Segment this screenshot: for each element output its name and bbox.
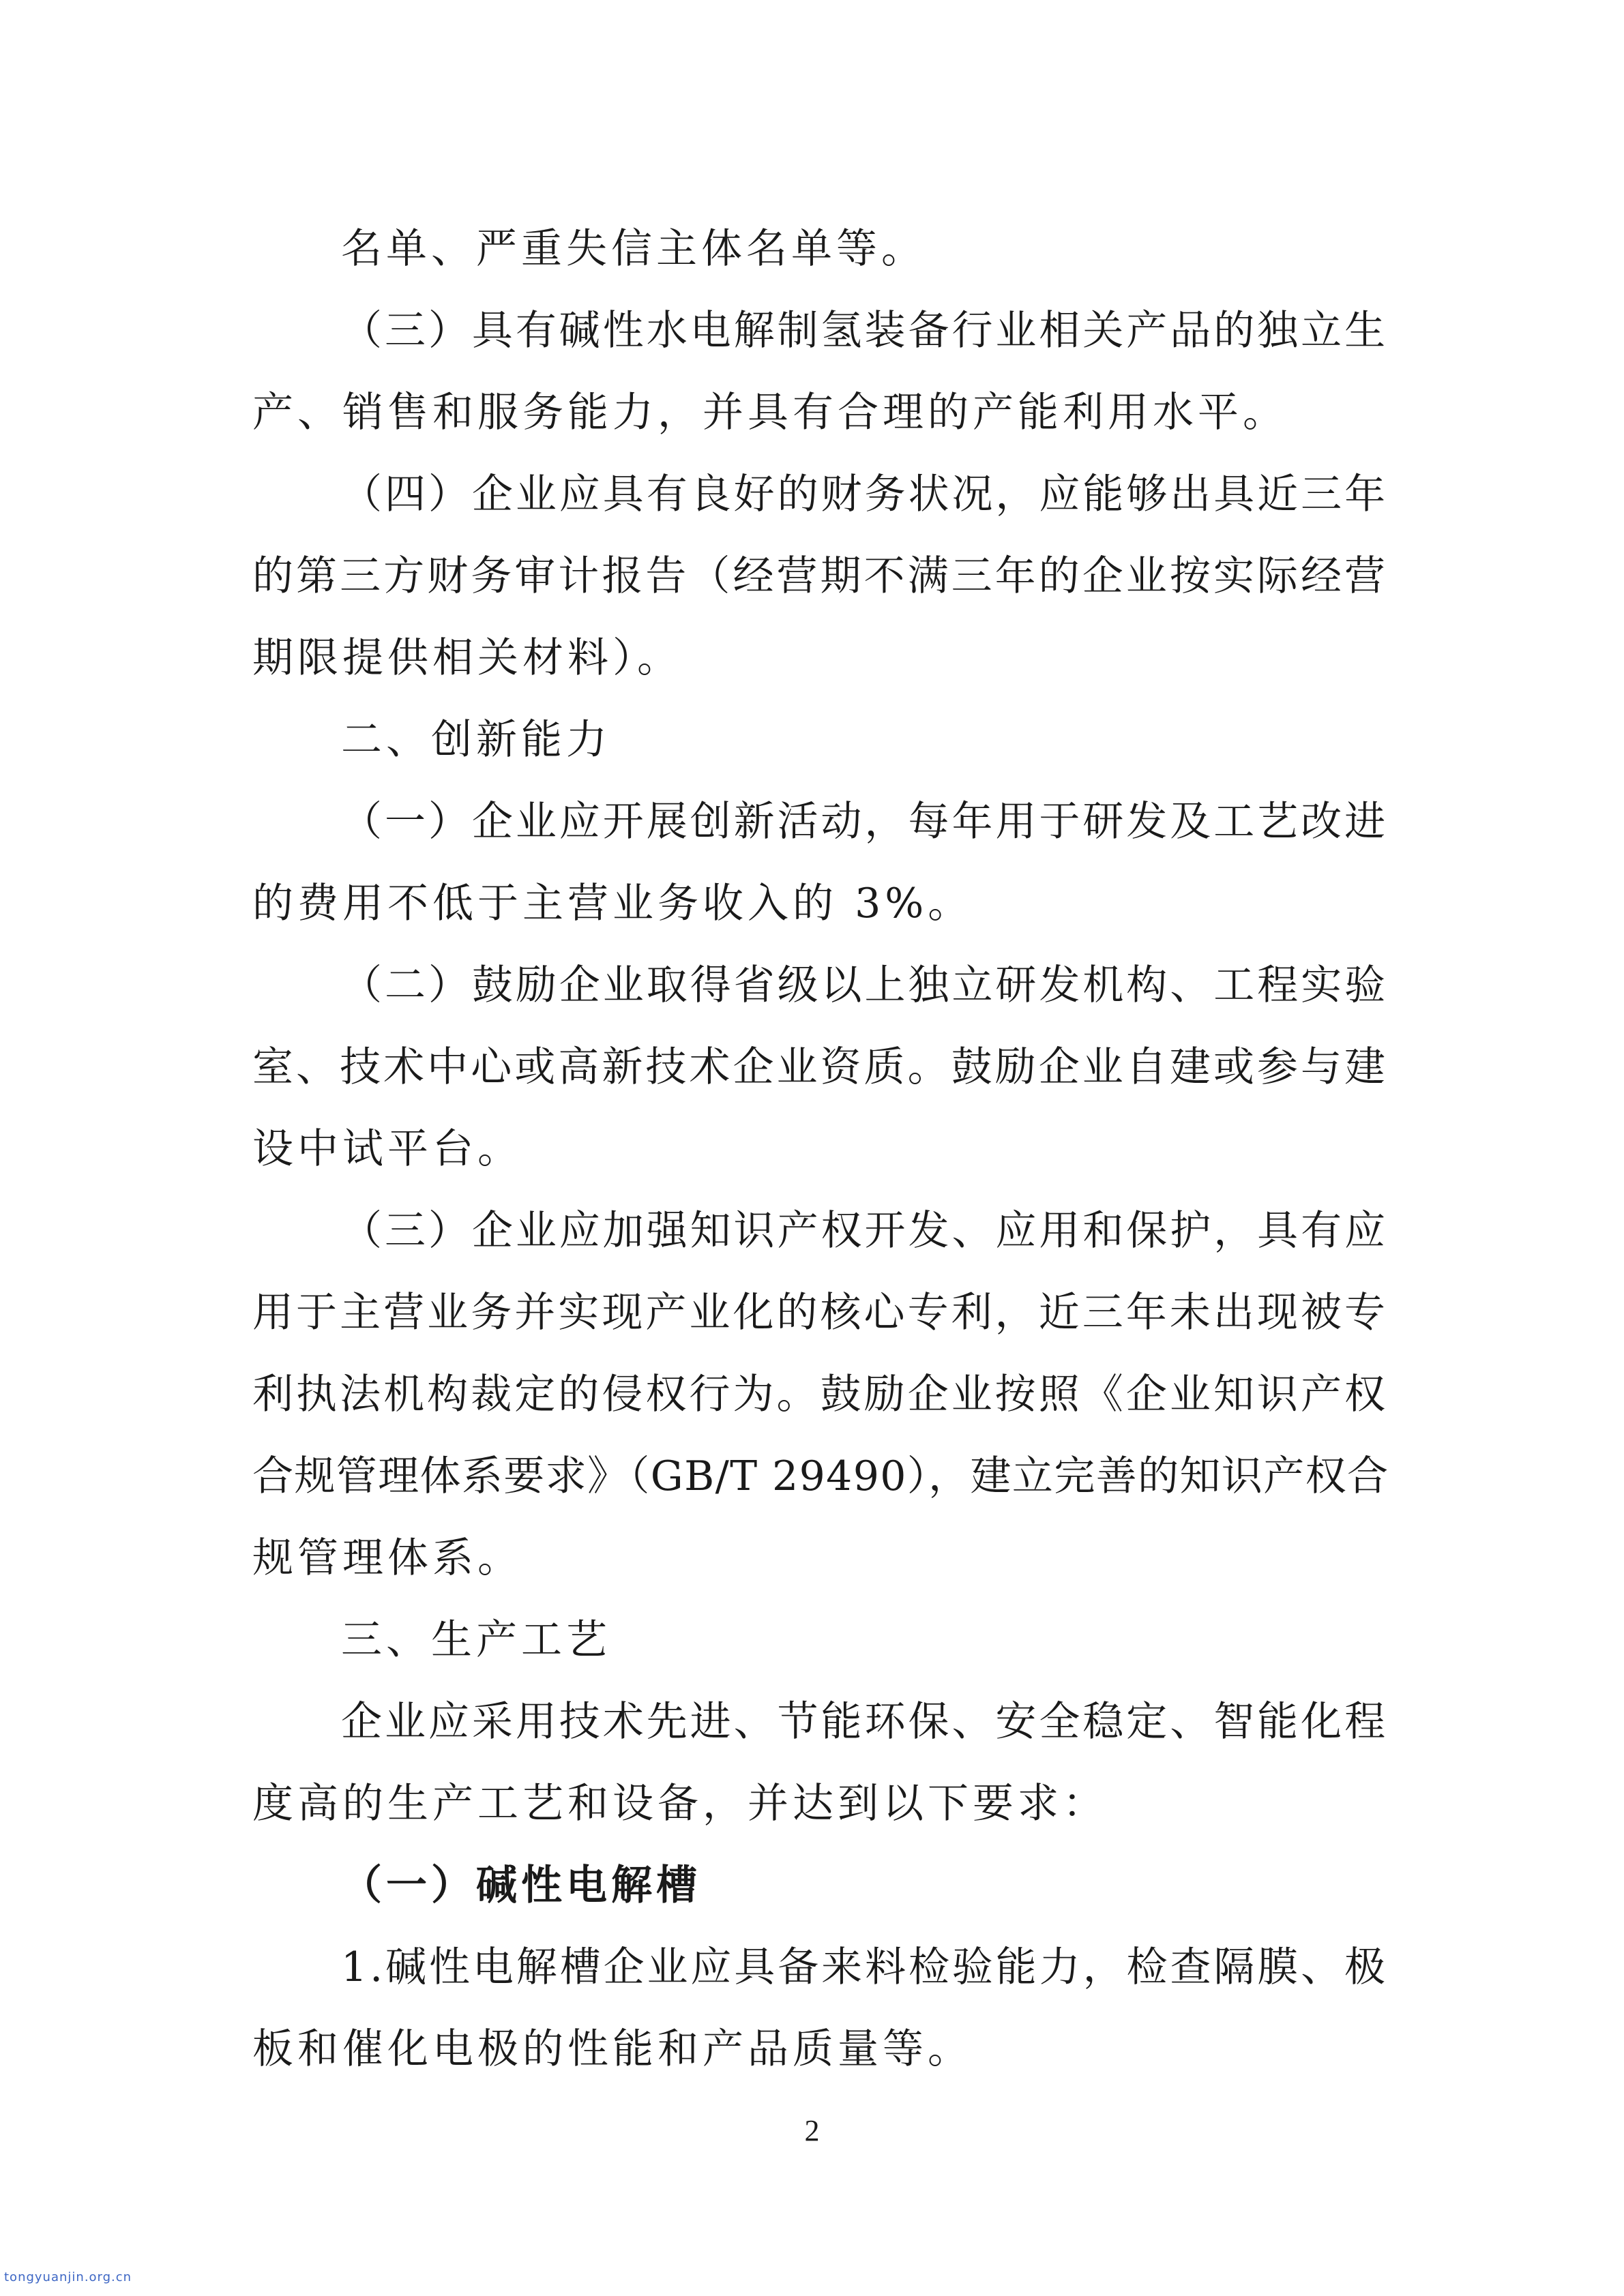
text-line	[0, 1435, 1624, 1517]
text-line	[0, 290, 1624, 372]
text-line	[0, 1681, 1624, 1763]
text-line	[0, 1108, 1624, 1190]
line-text: 板和催化电极的性能和产品质量等。	[252, 2025, 973, 2073]
line-text: （四）企业应具有良好的财务状况，应能够出具近三年	[341, 471, 1389, 518]
line-text: 1.碱性电解槽企业应具备来料检验能力，检查隔膜、极	[341, 1943, 1388, 1991]
line-text: 的第三方财务审计报告（经营期不满三年的企业按实际经营	[252, 552, 1389, 600]
line-text: （一）企业应开展创新活动，每年用于研发及工艺改进	[341, 798, 1389, 846]
heading-text: 二、创新能力	[341, 716, 611, 764]
subheading-text: （一）碱性电解槽	[341, 1862, 701, 1909]
line-text: （三）企业应加强知识产权开发、应用和保护，具有应	[341, 1207, 1389, 1255]
text-line	[0, 535, 1624, 617]
text-line	[0, 1926, 1624, 2008]
text-line	[0, 1026, 1624, 1108]
line-text: 的费用不低于主营业务收入的 3%。	[252, 880, 973, 927]
text-line	[0, 863, 1624, 944]
line-text: 室、技术中心或高新技术企业资质。鼓励企业自建或参与建	[252, 1043, 1389, 1091]
heading-text: 三、生产工艺	[341, 1616, 611, 1664]
text-line	[0, 208, 1624, 290]
line-text: 合规管理体系要求》（GB/T 29490），建立完善的知识产权合	[252, 1452, 1389, 1500]
text-line	[0, 1354, 1624, 1435]
line-text: 设中试平台。	[252, 1125, 522, 1173]
line-text: （三）具有碱性水电解制氢装备行业相关产品的独立生	[341, 307, 1389, 355]
text-line	[0, 1190, 1624, 1272]
line-text: 用于主营业务并实现产业化的核心专利，近三年未出现被专	[252, 1289, 1389, 1337]
text-line	[0, 1763, 1624, 1845]
line-text: 名单、严重失信主体名单等。	[341, 225, 926, 273]
subsection-heading	[0, 1845, 1624, 1926]
text-line	[0, 453, 1624, 535]
text-line	[0, 372, 1624, 453]
line-text: 规管理体系。	[252, 1534, 522, 1582]
text-line	[0, 2008, 1624, 2090]
text-line	[0, 1517, 1624, 1599]
text-line	[0, 1272, 1624, 1354]
line-text: （二）鼓励企业取得省级以上独立研发机构、工程实验	[341, 961, 1389, 1009]
section-heading	[0, 699, 1624, 781]
section-heading	[0, 1599, 1624, 1681]
line-text: 利执法机构裁定的侵权行为。鼓励企业按照《企业知识产权	[252, 1371, 1389, 1418]
page-number: 2	[804, 2114, 820, 2147]
line-text: 产、销售和服务能力，并具有合理的产能利用水平。	[252, 389, 1288, 436]
watermark-url: tongyuanjin.org.cn	[4, 2270, 132, 2284]
line-text: 度高的生产工艺和设备，并达到以下要求：	[252, 1780, 1108, 1828]
line-text: 企业应采用技术先进、节能环保、安全稳定、智能化程	[341, 1698, 1389, 1746]
text-line	[0, 781, 1624, 863]
text-line	[0, 944, 1624, 1026]
text-line	[0, 617, 1624, 699]
line-text: 期限提供相关材料）。	[252, 634, 682, 682]
